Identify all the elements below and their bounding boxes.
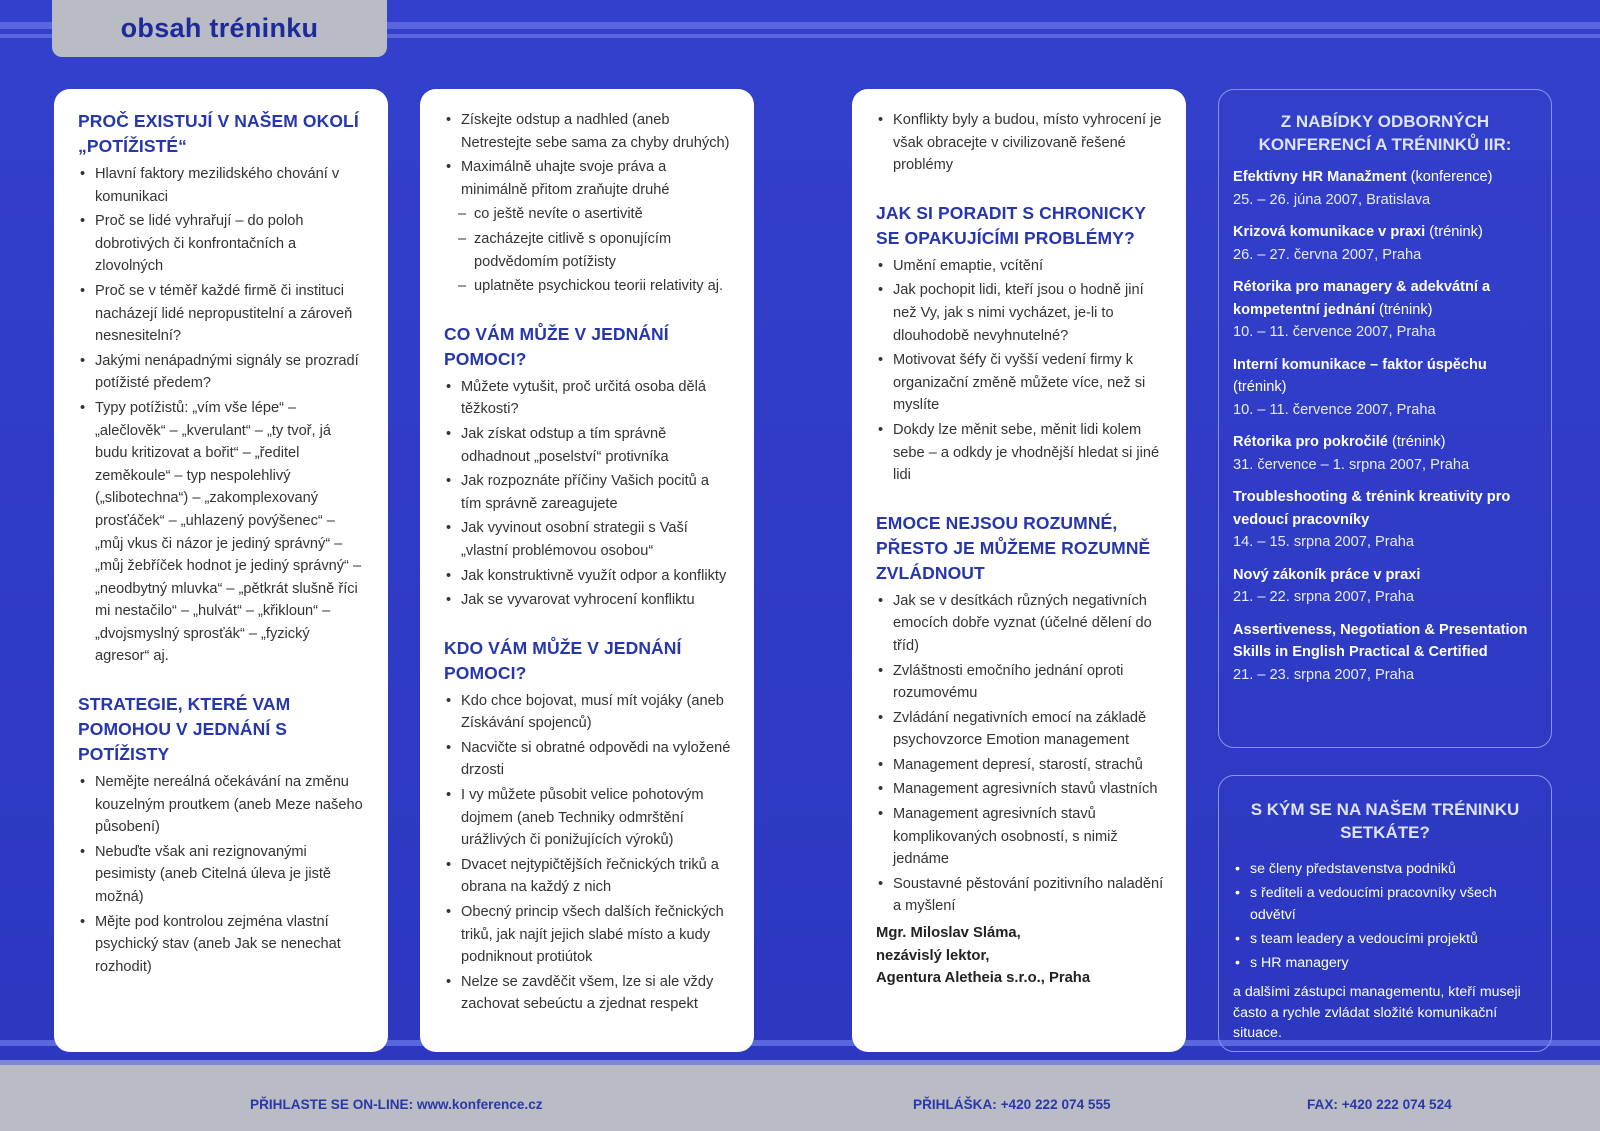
- footer-bar: [0, 1060, 1600, 1131]
- offer-item[interactable]: [1233, 221, 1537, 266]
- offer-name: Troubleshooting & trénink kreativity pro vedoucí pracovníky: [1233, 489, 1511, 528]
- list-item: • I vy můžete působit velice pohotovým dojmem (aneb Techniky odmrštění urážlivých či ponižujících výroků): [444, 784, 732, 852]
- list-item: • Jak rozpoznáte příčiny Vašich pocitů a tím správně zareagujete: [444, 470, 732, 515]
- section-title-strategies: STRATEGIE, KTERÉ VAM POMOHOU V JEDNÁNÍ S POTÍŽISTY: [78, 694, 291, 765]
- lecturer-name: Mgr. Miloslav Sláma,: [876, 925, 1021, 942]
- offer-date: 26. – 27. června 2007, Praha: [1233, 246, 1422, 263]
- list-item: • Získejte odstup a nadhled (aneb Netrestejte sebe sama za chyby druhých): [444, 109, 732, 154]
- offer-date: 10. – 11. července 2007, Praha: [1233, 324, 1436, 340]
- offer-name: Interní komunikace – faktor úspěchu: [1233, 356, 1487, 373]
- offer-name: Assertiveness, Negotiation & Presentation Skills in English Practical & Certified: [1233, 621, 1528, 660]
- list-item: • Jak získat odstup a tím správně odhadnout „poselství“ protivníka: [444, 423, 732, 468]
- footer-online-link[interactable]: PŘIHLASTE SE ON-LINE: www.konference.cz: [250, 1097, 543, 1112]
- offer-type: (trénink): [1378, 301, 1433, 318]
- offer-item[interactable]: [1233, 564, 1537, 609]
- list-item: • Jak konstruktivně využít odpor a konflikty: [444, 565, 732, 588]
- strategies-list: [78, 771, 366, 978]
- column-3-card: [852, 89, 1186, 1052]
- offer-item[interactable]: [1233, 354, 1537, 422]
- offer-date: 25. – 26. júna 2007, Bratislava: [1233, 191, 1431, 208]
- sub-list-item: – zacházejte citlivě s oponujícím podvědomím potížisty: [444, 228, 732, 273]
- lecturer-role: nezávislý lektor,: [876, 947, 990, 964]
- list-item: • Proč se v téměř každé firmě či instituci nacházejí lidé nepropustitelní a zároveň nesnesitelní?: [78, 280, 366, 348]
- offers-title: Z NABÍDKY ODBORNÝCH KONFERENCÍ A TRÉNINKŮ IIR:: [1258, 112, 1512, 154]
- section-title-emotions: EMOCE NEJSOU ROZUMNÉ, PŘESTO JE MŮŽEME ROZUMNĚ ZVLÁDNOUT: [876, 512, 1151, 583]
- offer-type: (trénink): [1429, 224, 1483, 240]
- offer-item[interactable]: [1233, 486, 1537, 554]
- offers-panel: [1218, 89, 1552, 748]
- offer-name: Rétorika pro pokročilé: [1233, 434, 1388, 450]
- list-item: • Management depresí, starostí, strachů: [876, 754, 1164, 777]
- lecturer-agency: Agentura Aletheia s.r.o., Praha: [876, 970, 1091, 987]
- offer-date: 21. – 22. srpna 2007, Praha: [1233, 589, 1414, 605]
- list-item: • Nelze se zavděčit všem, lze si ale vždy zachovat sebeúctu a zjednat respekt: [444, 971, 732, 1016]
- column-1-card: [54, 89, 388, 1052]
- list-item: • Kdo chce bojovat, musí mít vojáky (aneb Získávání spojenců): [444, 690, 732, 735]
- sub-list-item: – co ještě nevíte o asertivitě: [444, 203, 732, 226]
- header-tab: [52, 0, 387, 57]
- section-title-what-helps: CO VÁM MŮŽE V JEDNÁNÍ POMOCI?: [444, 323, 669, 369]
- offer-date: 31. července – 1. srpna 2007, Praha: [1233, 456, 1470, 473]
- list-item: • se členy představenstva podniků: [1233, 858, 1537, 880]
- offer-type: (konference): [1410, 169, 1493, 185]
- list-item: • Typy potížistů: „vím vše lépe“ – „alečlověk“ – „kverulant“ – „ty tvoř, já budu kritizovat a bořit“ – „ředitel zeměkoule“ – typ nespolehlivý („slibotechna“) – „zakomplexovaný prosťáček“ – „uhlazený povýšenec“ – „můj vkus či názor je jediný správný“ – „můj žebříček hodnot je jediný správný“ – „neodbytný mluvka“ – „pětkrát slušně říci mi nestačilo“ – „hulvát“ – „křikloun“ – „dvojsmyslný sprosťák“ – „fyzický agresor“ aj.: [78, 397, 366, 668]
- list-item: • s řediteli a vedoucími pracovníky všech odvětví: [1233, 882, 1537, 926]
- list-item: • Jak pochopit lidi, kteří jsou o hodně jiní než Vy, jak s nimi vycházet, je-li to dlouhodobě nevyhnutelné?: [876, 279, 1164, 347]
- conflicts-list: [876, 109, 1164, 177]
- list-item: • Management agresivních stavů vlastních: [876, 778, 1164, 801]
- footer-phone: PŘIHLÁŠKA: +420 222 074 555: [913, 1097, 1111, 1112]
- list-item: • Nacvičte si obratné odpovědi na vyložené drzosti: [444, 737, 732, 782]
- offer-item[interactable]: [1233, 431, 1537, 476]
- offer-name: Rétorika pro managery & adekvátní a kompetentní jednání: [1233, 279, 1491, 318]
- list-item: • Soustavné pěstování pozitivního naladění a myšlení: [876, 873, 1164, 918]
- meet-title: S KÝM SE NA NAŠEM TRÉNINKU SETKÁTE?: [1250, 800, 1520, 842]
- meet-panel: [1218, 775, 1552, 1052]
- offer-name: Nový zákoník práce v praxi: [1233, 566, 1421, 583]
- section-title-chronic: JAK SI PORADIT S CHRONICKY SE OPAKUJÍCÍMI PROBLÉMY?: [876, 202, 1146, 248]
- list-item: • Jak vyvinout osobní strategii s Vaší „vlastní problémovou osobou“: [444, 517, 732, 562]
- list-item: • Hlavní faktory mezilidského chování v komunikaci: [78, 163, 366, 208]
- list-item: • Konflikty byly a budou, místo vyhrocení je však obracejte v civilizovaně řešené problémy: [876, 109, 1164, 177]
- strategies-continued-list: [444, 109, 732, 298]
- offer-item[interactable]: [1233, 166, 1537, 211]
- list-item: • Motivovat šéfy či vyšší vedení firmy k organizační změně můžete více, než si myslíte: [876, 349, 1164, 417]
- page-title: obsah tréninku: [120, 13, 319, 43]
- sub-list-item: – uplatněte psychickou teorii relativity aj.: [444, 275, 732, 298]
- list-item: • Zvládání negativních emocí na základě psychovzorce Emotion management: [876, 707, 1164, 752]
- list-item: • Jak se v desítkách různých negativních emocích dobře vyznat (účelné dělení do tříd): [876, 590, 1164, 658]
- offer-date: 21. – 23. srpna 2007, Praha: [1233, 666, 1414, 683]
- offer-date: 14. – 15. srpna 2007, Praha: [1233, 534, 1414, 550]
- list-item: • Jakými nenápadnými signály se prozradí potížisté předem?: [78, 350, 366, 395]
- list-item: • Proč se lidé vyhrařují – do poloh dobrotivých či konfrontačních a zlovolných: [78, 210, 366, 278]
- offer-item[interactable]: [1233, 619, 1537, 687]
- list-item: • Mějte pod kontrolou zejména vlastní psychický stav (aneb Jak se nenechat rozhodit): [78, 911, 366, 979]
- offer-type: (trénink): [1391, 434, 1446, 450]
- what-helps-list: [444, 376, 732, 612]
- section-title-why: PROČ EXISTUJÍ V NAŠEM OKOLÍ „POTÍŽISTÉ“: [78, 111, 359, 156]
- meet-note: a dalšími zástupci managementu, kteří museji často a rychle zvládat složité komunikační situace.: [1233, 984, 1521, 1041]
- offer-type: (trénink): [1233, 379, 1287, 395]
- list-item: • Obecný princip všech dalších řečnických triků, jak najít jejich slabé místo a kudy podniknout protiútok: [444, 901, 732, 969]
- why-list: [78, 163, 366, 668]
- offer-date: 10. – 11. července 2007, Praha: [1233, 401, 1436, 418]
- list-item: • Nemějte nereálná očekávání na změnu kouzelným proutkem (aneb Meze našeho působení): [78, 771, 366, 839]
- footer-fax: FAX: +420 222 074 524: [1307, 1097, 1452, 1112]
- list-item: • Jak se vyvarovat vyhrocení konfliktu: [444, 589, 732, 612]
- meet-list: [1233, 858, 1537, 974]
- list-item: • s HR managery: [1233, 952, 1537, 974]
- section-title-who-helps: KDO VÁM MŮŽE V JEDNÁNÍ POMOCI?: [444, 637, 682, 683]
- offer-name: Krizová komunikace v praxi: [1233, 224, 1426, 240]
- list-item: • Nebuďte však ani rezignovanými pesimisty (aneb Citelná úleva je jistě možná): [78, 841, 366, 909]
- list-item: • Dokdy lze měnit sebe, měnit lidi kolem sebe – a odkdy je vhodnější hledat si jiné lidi: [876, 419, 1164, 487]
- who-helps-list: [444, 690, 732, 1016]
- list-item: • Maximálně uhajte svoje práva a minimálně přitom zraňujte druhé: [444, 156, 732, 201]
- list-item: • s team leadery a vedoucími projektů: [1233, 928, 1537, 950]
- list-item: • Management agresivních stavů komplikovaných osobností, s nimiž jednáme: [876, 803, 1164, 871]
- offers-list: [1233, 166, 1537, 686]
- offer-item[interactable]: [1233, 276, 1537, 344]
- column-2-card: [420, 89, 754, 1052]
- list-item: • Umění emaptie, vcítění: [876, 255, 1164, 278]
- lecturer-signature: [876, 922, 1164, 990]
- list-item: • Můžete vytušit, proč určitá osoba dělá těžkosti?: [444, 376, 732, 421]
- list-item: • Dvacet nejtypičtějších řečnických triků a obrana na každý z nich: [444, 854, 732, 899]
- emotions-list: [876, 590, 1164, 918]
- chronic-list: [876, 255, 1164, 487]
- offer-name: Efektívny HR Manažment: [1233, 169, 1407, 185]
- list-item: • Zvláštnosti emočního jednání oproti rozumovému: [876, 660, 1164, 705]
